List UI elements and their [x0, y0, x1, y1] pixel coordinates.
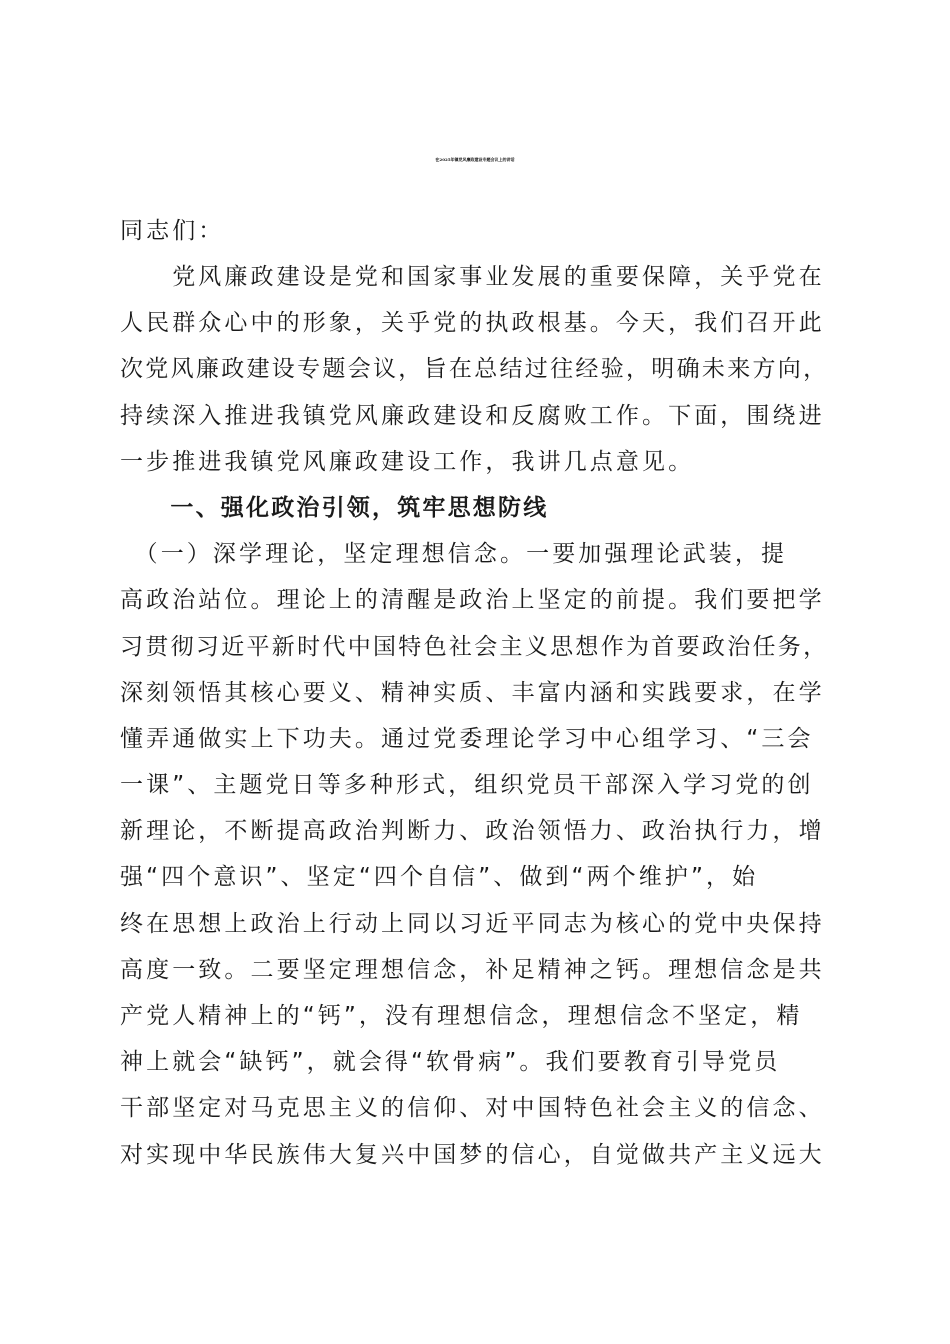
text-line: 对实现中华民族伟大复兴中国梦的信心，自觉做共产主义远大 — [120, 1141, 825, 1168]
text-line: 产党人精神上的“钙”，没有理想信念，理想信念不坚定，精 — [120, 1003, 803, 1029]
text-line: 终在思想上政治上行动上同以习近平同志为核心的党中央保持 — [120, 910, 825, 937]
text-line: （一）深学理论，坚定理想信念。一要加强理论武装，提 — [120, 541, 788, 568]
text-line: 人民群众心中的形象，关乎党的执政根基。今天，我们召开此 — [120, 310, 825, 337]
text-line: 懂弄通做实上下功夫。通过党委理论学习中心组学习、“三会 — [120, 725, 814, 752]
text-line: 神上就会“缺钙”，就会得“软骨病”。我们要教育引导党员 — [120, 1049, 781, 1076]
text-line: 新理论，不断提高政治判断力、政治领悟力、政治执行力，增 — [120, 818, 825, 845]
text-line: 深刻领悟其核心要义、精神实质、丰富内涵和实践要求，在学 — [120, 679, 825, 706]
text-line: 一步推进我镇党风廉政建设工作，我讲几点意见。 — [120, 448, 695, 475]
salutation: 同志们： — [120, 218, 225, 244]
text-line: 高度一致。二要坚定理想信念，补足精神之钙。理想信念是共 — [120, 956, 825, 983]
text-line: 习贯彻习近平新时代中国特色社会主义思想作为首要政治任务， — [120, 633, 829, 660]
text-line: 一课”、主题党日等多种形式，组织党员干部深入学习党的创 — [120, 772, 814, 799]
text-line: 持续深入推进我镇党风廉政建设和反腐败工作。下面，围绕进 — [120, 402, 825, 429]
text-line: 党风廉政建设是党和国家事业发展的重要保障，关乎党在 — [120, 264, 825, 290]
text-line: 次党风廉政建设专题会议，旨在总结过往经验，明确未来方向， — [120, 356, 829, 383]
text-line: 高政治站位。理论上的清醒是政治上坚定的前提。我们要把学 — [120, 587, 825, 614]
text-line: 强“四个意识”、坚定“四个自信”、做到“两个维护”，始 — [120, 864, 759, 891]
body-paragraphs — [120, 254, 832, 1178]
document-title: 在2025年镇党风廉政建设专题会议上的讲话 — [435, 157, 515, 162]
text-line: 干部坚定对马克思主义的信仰、对中国特色社会主义的信念、 — [120, 1095, 825, 1122]
section-heading: 一、强化政治引领，筑牢思想防线 — [120, 494, 549, 521]
